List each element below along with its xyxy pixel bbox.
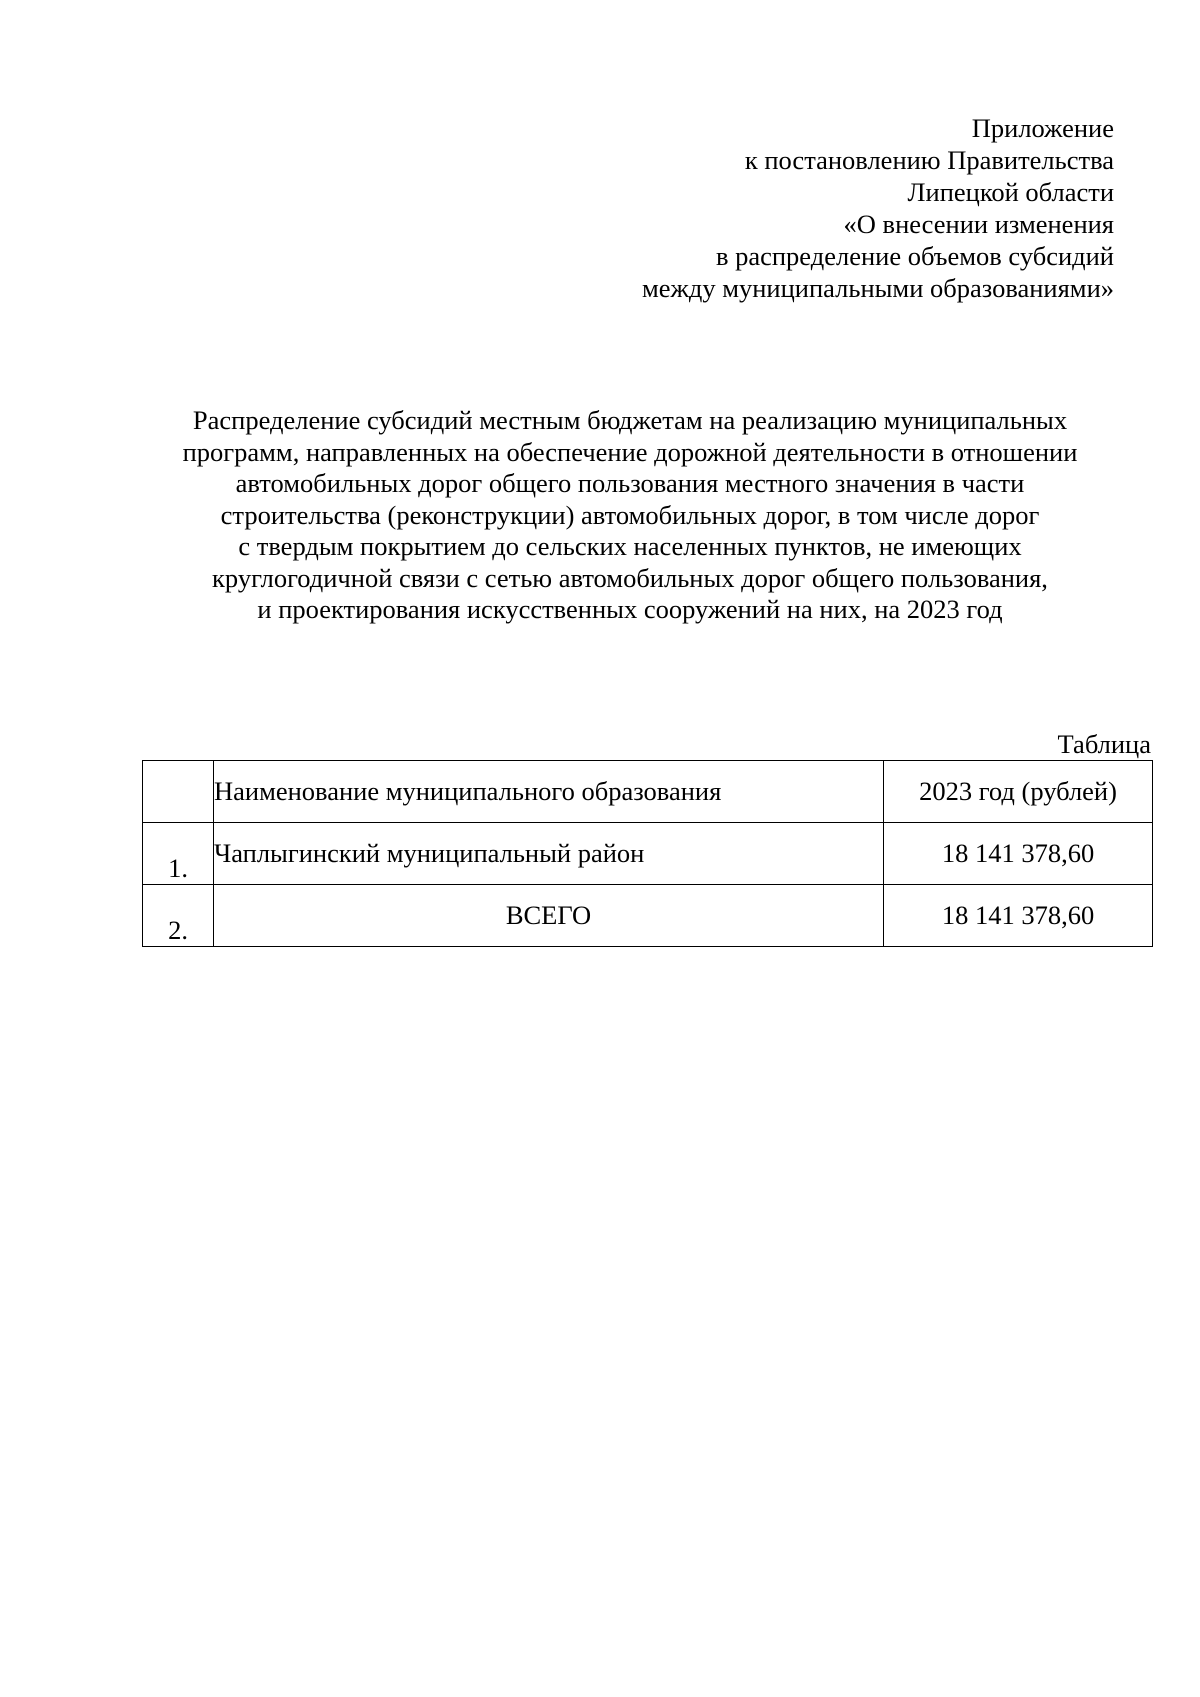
title-line: автомобильных дорог общего пользования местного значения в части: [235, 468, 1025, 498]
title-line: Распределение субсидий местным бюджетам на реализацию муниципальных: [192, 405, 1068, 435]
header-num-cell: [143, 761, 214, 823]
title-line: и проектирования искусственных сооружений на них, на 2023 год: [257, 594, 1003, 624]
appendix-line: к постановлению Правительства: [744, 145, 1114, 175]
table-caption: Таблица: [1057, 729, 1151, 759]
total-name-cell: ВСЕГО: [214, 885, 884, 947]
row-name-cell: Чаплыгинский муниципальный район: [214, 823, 884, 885]
appendix-line: в распределение объемов субсидий: [715, 241, 1114, 271]
title-line: строительства (реконструкции) автомобильных дорог, в том числе дорог: [220, 499, 1040, 530]
table-row: [143, 823, 1153, 885]
row-number: 1.: [168, 853, 188, 883]
row-num-cell: [143, 823, 214, 885]
table-row: [143, 885, 1153, 947]
row-number: 2.: [168, 915, 188, 945]
header-value-cell: 2023 год (рублей): [884, 761, 1153, 823]
table-header-row: [143, 761, 1153, 823]
title-line: с твердым покрытием до сельских населенных пунктов, не имеющих: [238, 531, 1022, 561]
appendix-line: между муниципальными образованиями»: [642, 273, 1114, 303]
appendix-line: Приложение: [971, 113, 1114, 143]
subsidy-table: [142, 760, 1153, 947]
appendix-block: [554, 112, 1114, 304]
header-name-cell: Наименование муниципального образования: [214, 761, 884, 823]
total-value-cell: 18 141 378,60: [884, 885, 1153, 947]
document-title: [130, 405, 1130, 626]
appendix-line: «О внесении изменения: [843, 209, 1114, 239]
row-value-cell: 18 141 378,60: [884, 823, 1153, 885]
title-line: программ, направленных на обеспечение дорожной деятельности в отношении: [182, 436, 1078, 467]
appendix-line: Липецкой области: [907, 177, 1114, 207]
title-line: круглогодичной связи с сетью автомобильных дорог общего пользования,: [212, 562, 1048, 593]
row-num-cell: [143, 885, 214, 947]
